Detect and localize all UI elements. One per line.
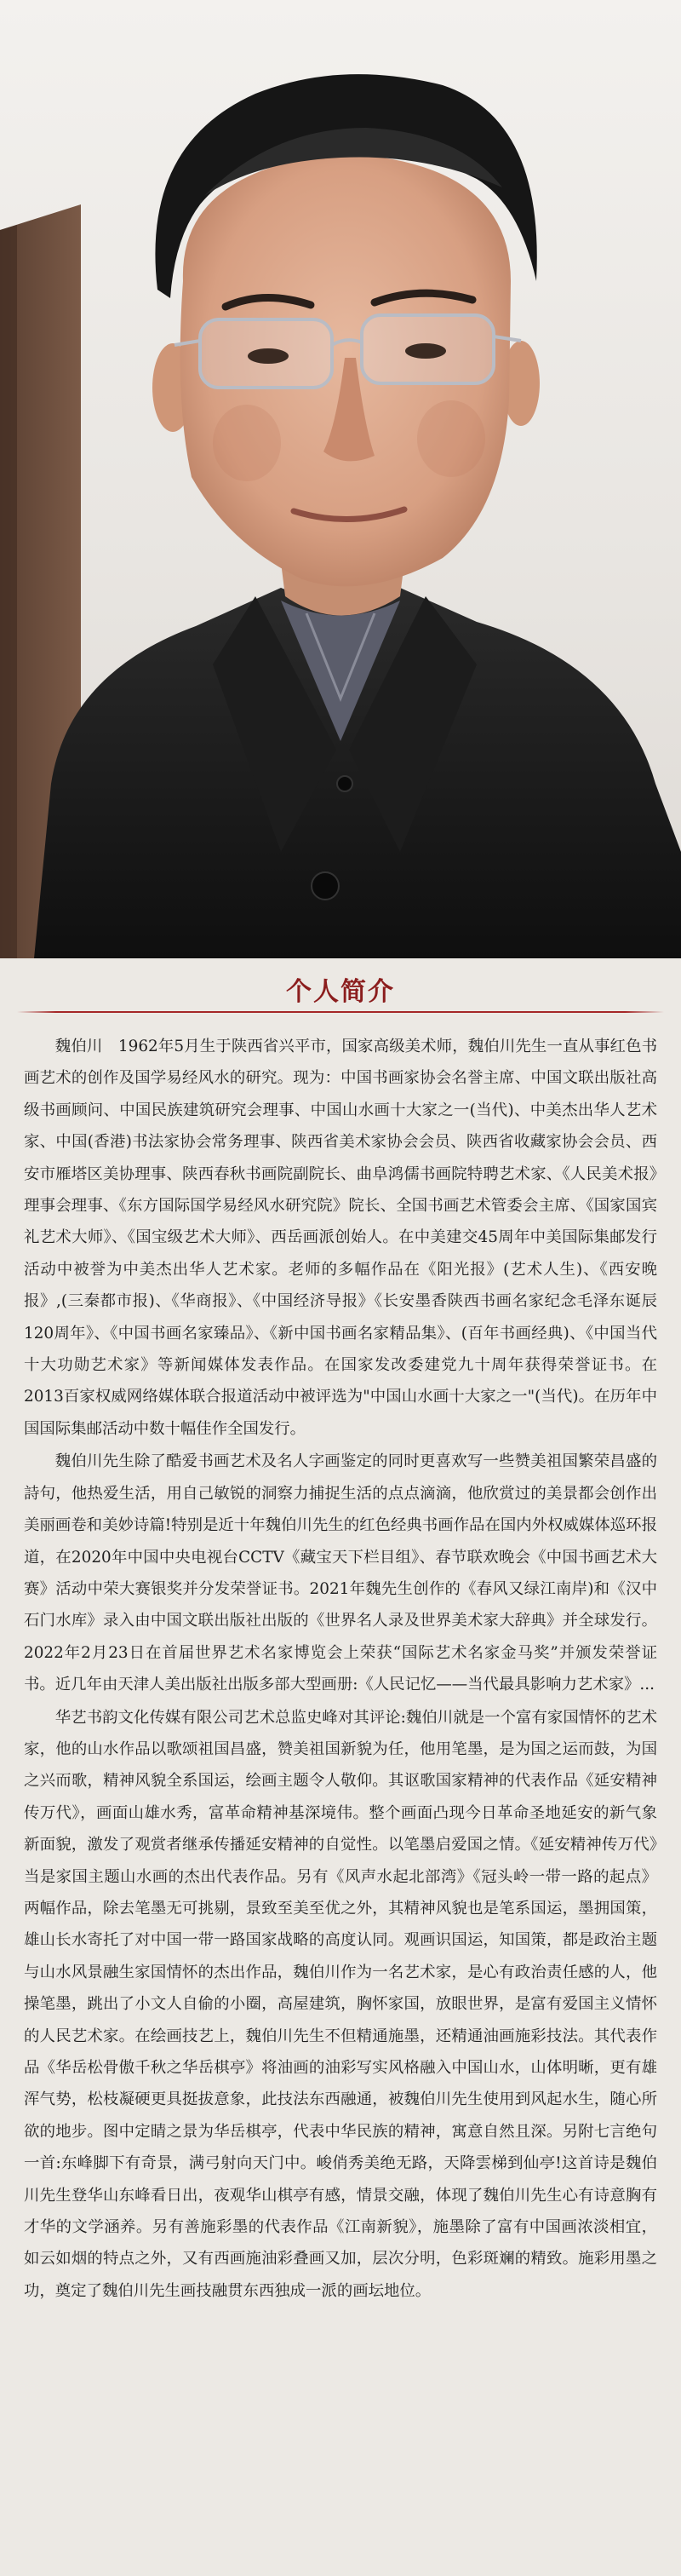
portrait-photo [0,0,681,958]
section-title: 个人简介 [286,977,395,1007]
biography-paragraph: 魏伯川先生除了酷爱书画艺术及名人字画鉴定的同时更喜欢写一些赞美祖国繁荣昌盛的詩句，他热爱生活，用自己敏锐的洞察力捕捉生活的点点滴滴，他欣赏过的美景都会创作出美丽画卷和美妙诗篇!特别是近十年魏伯川先生的红色经典书画作品在国内外权威媒体巡环报道，在2020年中国中央电视台CCTV《藏宝天下栏目组》、春节联欢晚会《中国书画艺术大赛》活动中荣大赛银奖并分发荣誉证书。2021年魏先生创作的《春风又绿江南岸)和《汉中石门水库》录入由中国文联出版社出版的《世界名人录及世界美术家大辞典》并全球发行。2022年2月23日在首届世界艺术名家博览会上荣获“国际艺术名家金马奖”并颁发荣誉证书。近几年由天津人美出版社出版多部大型画册:《人民记忆——当代最具影响力艺术家》... [24,1452,657,1694]
portrait-illustration [0,0,681,958]
biography-paragraph: 华艺书韵文化传媒有限公司艺术总监史峰对其评论:魏伯川就是一个富有家国情怀的艺术家，他的山水作品以歌颂祖国昌盛，赞美祖国新貌为任，他用笔墨，是为国之运而鼓，为国之兴而歌，精神风貌全系国运，绘画主题令人敬仰。其讴歌国家精神的代表作品《延安精神传万代》，画面山雄水秀，富革命精神基深境伟。整个画面凸现今日革命圣地延安的新气象新面貌，激发了观赏者继承传播延安精神的自觉性。以笔墨启爱国之情。《延安精神传万代》当是家国主题山水画的杰出代表作品。另有《风声水起北部湾》《冠头岭一带一路的起点》两幅作品，除去笔墨无可挑剔，景致至美至优之外，其精神风貌也是笔系国运，墨拥国策，雄山长水寄托了对中国一带一路国家战略的高度认同。观画识国运，知国策，都是政治主题与山水风景融生家国情怀的杰出作品，魏伯川作为一名艺术家，是心有政治责任感的人，他操笔墨，跳出了小文人自偷的小圈，高屋建筑，胸怀家国，放眼世界，是富有爱国主义情怀的人民艺术家。在绘画技艺上，魏伯川先生不但精通施墨，还精通油画施彩技法。其代表作品《华岳松骨傲千秋之华岳棋亭》将油画的油彩写实风格融入中国山水，山体明晰，更有雄浑气势，松枝凝硬更具挺拔意象，此技法东西融通，被魏伯川先生使用到风起水生，随心所欲的地步。图中定睛之景为华岳棋亭，代表中华民族的精神，寓意自然且深。另附七言绝句一首:东峰脚下有奇景，满弓射向天门中。峻俏秀美绝无路，天降雲梯到仙亭!这首诗是魏伯川先生登华山东峰看日出，夜观华山棋亭有感，情景交融，体现了魏伯川先生心有诗意胸有才华的文学涵养。另有善施彩墨的代表作品《江南新貌》，施墨除了富有中国画浓淡相宜，如云如烟的特点之外，又有西画施油彩叠画又加，层次分明，色彩斑斓的精致。施彩用墨之功，奠定了魏伯川先生画技融贯东西独成一派的画坛地位。 [24,1708,657,2300]
coat-button [312,872,339,900]
biography-text [24,1031,657,2567]
title-underline [17,1011,664,1013]
section-header [0,958,681,1018]
biography-paragraph: 魏伯川 1962年5月生于陕西省兴平市，国家高级美术师，魏伯川先生一直从事红色书画艺术的创作及国学易经风水的研究。现为：中国书画家协会名誉主席、中国文联出版社高级书画顾问、中国民族建筑研究会理事、中国山水画十大家之一(当代)、中美杰出华人艺术家、中国(香港)书法家协会常务理事、陕西省美术家协会会员、陕西省收藏家协会会员、西安市雁塔区美协理事、陕西春秋书画院副院长、曲阜鸿儒书画院特聘艺术家、《人民美术报》理事会理事、《东方国际国学易经风水研究院》院长、全国书画艺术管委会主席、《国家国宾礼艺术大师》、《国宝级艺术大师》、西岳画派创始人。在中美建交45周年中美国际集邮发行活动中被誉为中美杰出华人艺术家。老师的多幅作品在《阳光报》(艺术人生)、《西安晚报》,(三秦都市报)、《华商报》、《中国经济导报》《长安墨香陕西书画名家纪念毛泽东诞辰120周年》、《中国书画名家臻品》、《新中国书画名家精品集》、(百年书画经典)、《中国当代十大功勋艺术家》等新闻媒体发表作品。在国家发改委建党九十周年获得荣誉证书。在2013百家权威网络媒体联合报道活动中被评选为"中国山水画十大家之一"(当代)。在历年中国国际集邮活动中数十幅佳作全国发行。 [24,1038,657,1438]
